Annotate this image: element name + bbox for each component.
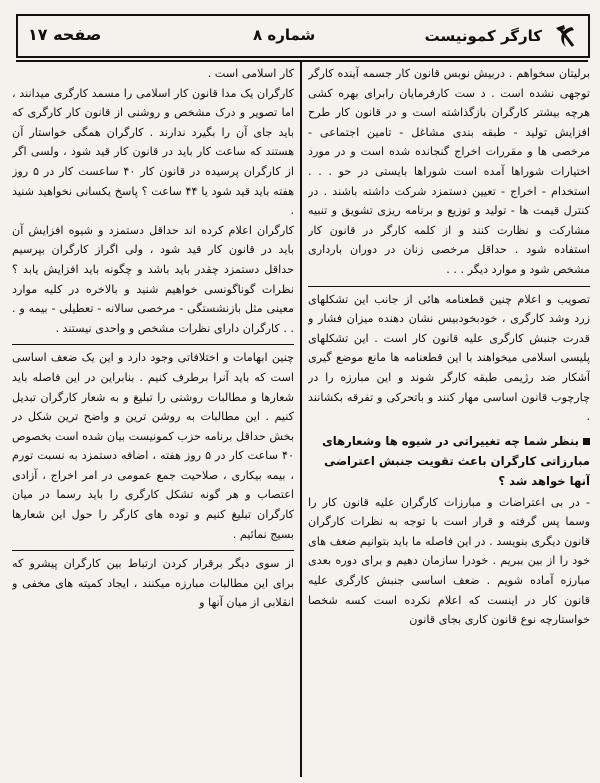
newspaper-name: کارگر کمونیست bbox=[424, 27, 542, 45]
hammer-sickle-emblem bbox=[548, 19, 582, 53]
masthead bbox=[16, 14, 590, 58]
hammer-sickle-icon bbox=[550, 21, 580, 51]
heading-line-2: مبارزاتی کارگران باعث تقویت جنبش اعتراضی bbox=[324, 453, 590, 468]
column-divider bbox=[300, 62, 302, 777]
left-column bbox=[12, 64, 294, 776]
heading-line-3: آنها خواهد شد ؟ bbox=[498, 473, 590, 488]
left-paragraph-3: کارگران اعلام کرده اند حداقل دستمزد و شیوه افزایش آن باید در قانون کار قید شود ، ولی اگراز کارگران بپرسیم حداقل دستمزد چقدر باید باشد و چگونه باید افزایش یابد ؟ نظرات گوناگونسی خواهیم شنید و بالاخره در کلیه موارد معینی مثل بازنشستگی - مرخصی سالانه - تعطیلی - بیمه و . . . کارگران دارای نظرات مشخص و واحدی نیستند . bbox=[12, 223, 294, 335]
square-bullet-icon bbox=[583, 438, 590, 445]
right-paragraph-2: تصویب و اعلام چنین قطعنامه هائی از جانب این تشکلهای زرد وشد کارگری ، خودبخودبیس نشان دهنده میزان فشار و قدرت جنبش کارگری علیه قانون کار است . این تشکلهای پلیسی اسلامی میخواهند با این قطعنامه ها مانع موضع گیری آشکار ضد رژیمی طبقه کارگر شوند و این مبارزه را در چارچوب قانون اساسی مهار کنند و باتحرکی و تفرقه بکشانند . bbox=[308, 292, 590, 424]
left-paragraph-1: کار اسلامی است . bbox=[207, 67, 294, 80]
issue-number: شماره ۸ bbox=[253, 26, 316, 44]
right-paragraph-3: - در بی اعتراضات و مبارزات کارگران علیه قانون کار را وسما پس گرفته و قرار است با توجه به نظرات کارگران قانون دیگری بنویسد . در این فاصله ما باید بتوانیم ضعف های خود را از بین ببریم . خودرا سازمان دهیم و برای دوره بعدی مبارزه آماده شویم . ضعف اساسی جنبش کارگری علیه قانون کار در اینست که اعلام نکرده است کسه شخصا خواستارچه نوع قانون کاری بجای قانون bbox=[308, 495, 590, 627]
page-number: صفحه ۱۷ bbox=[28, 25, 102, 44]
section-divider bbox=[12, 544, 294, 551]
left-paragraph-2: کارگران یک مدا قانون کار اسلامی را مسمد کارگری میدانند ، اما تصویر و درک مشخص و روشنی از قانون کار کارگری که باید جای آن را بگیرد ندارند . کارگران همگی خواستار آن هستند که ساعت کار باید در قانون کار قید شود ، ولسی اگر از کارگران پرسیده در قانون کار ۴۰ ساعست کار در ۵ روز هفته باید قید شود یا ۴۴ ساعت ؟ پاسخ یکسانی نخواهید شنید . bbox=[12, 86, 294, 218]
right-column bbox=[308, 64, 590, 776]
heading-line-1: بنظر شما چه تغییراتی در شیوه ها وشعارهای bbox=[322, 433, 579, 448]
header-rule bbox=[16, 60, 588, 62]
question-heading bbox=[308, 431, 590, 491]
right-paragraph-1: برلیتان سخواهم . دربیش نوبس قانون کار جسمه آینده کارگر توجهی نشده است . د ست کارفرمایان رابرای بهره کشی هرچه بیشتر کارگران بازگذاشته است و در قانون کار طرح افزایش تولید - طبقه بندی مشاغل - تامین اجتماعی - مرخصی ها و مقررات اخراج گنجانده شده است و در مورد اختیارات شوراها آمده است شوراها بایستی در حو . . . استخدام - اخراج - تعیین دستمزد شرکت داشته باشند . در کنترل قیمت ها - تولید و توزیع و برنامه ریزی تشویق و تنبیه مشارکت و نظارت کنند و از کلمه کارگر در قانون کار استفاده شود . حداقل مرخصی زنان در دوران بارداری مشخص شود و موارد دیگر . . . bbox=[308, 67, 590, 276]
section-divider bbox=[12, 338, 294, 345]
left-paragraph-5: از سوی دیگر برقرار کردن ارتباط بین کارگران پیشرو که برای این مطالبات مبارزه میکنند ، ایجاد کمیته های مخفی و انقلابی از میان آنها و bbox=[12, 557, 294, 610]
left-paragraph-4: چنین ابهامات و اختلافاتی وجود دارد و این یک ضعف اساسی است که باید آنرا برطرف کنیم . بنابراین در این فاصله باید شعارها و مطالبات روشنی را تبلیغ و به شعار کارگران تبدیل کنیم . این مطالبات به روشن ترین و واضح ترین شکل در بخش حداقل برنامه حزب کمونیست بیان شده است بخصوص ۴۰ ساعت کار در ۵ روز هفته ، اضافه دستمزد به نسبت تورم ، بیمه بیکاری ، صلاحیت جمع عمومی در امر اخراج ، آزادی اعتصاب و هر گونه تشکل کارگری را باید رسما در میان کارگران تبلیغ کنیم و توده های کارگر را حول این شعارها بسیج نمائیم . bbox=[12, 351, 294, 541]
section-divider bbox=[308, 280, 590, 287]
